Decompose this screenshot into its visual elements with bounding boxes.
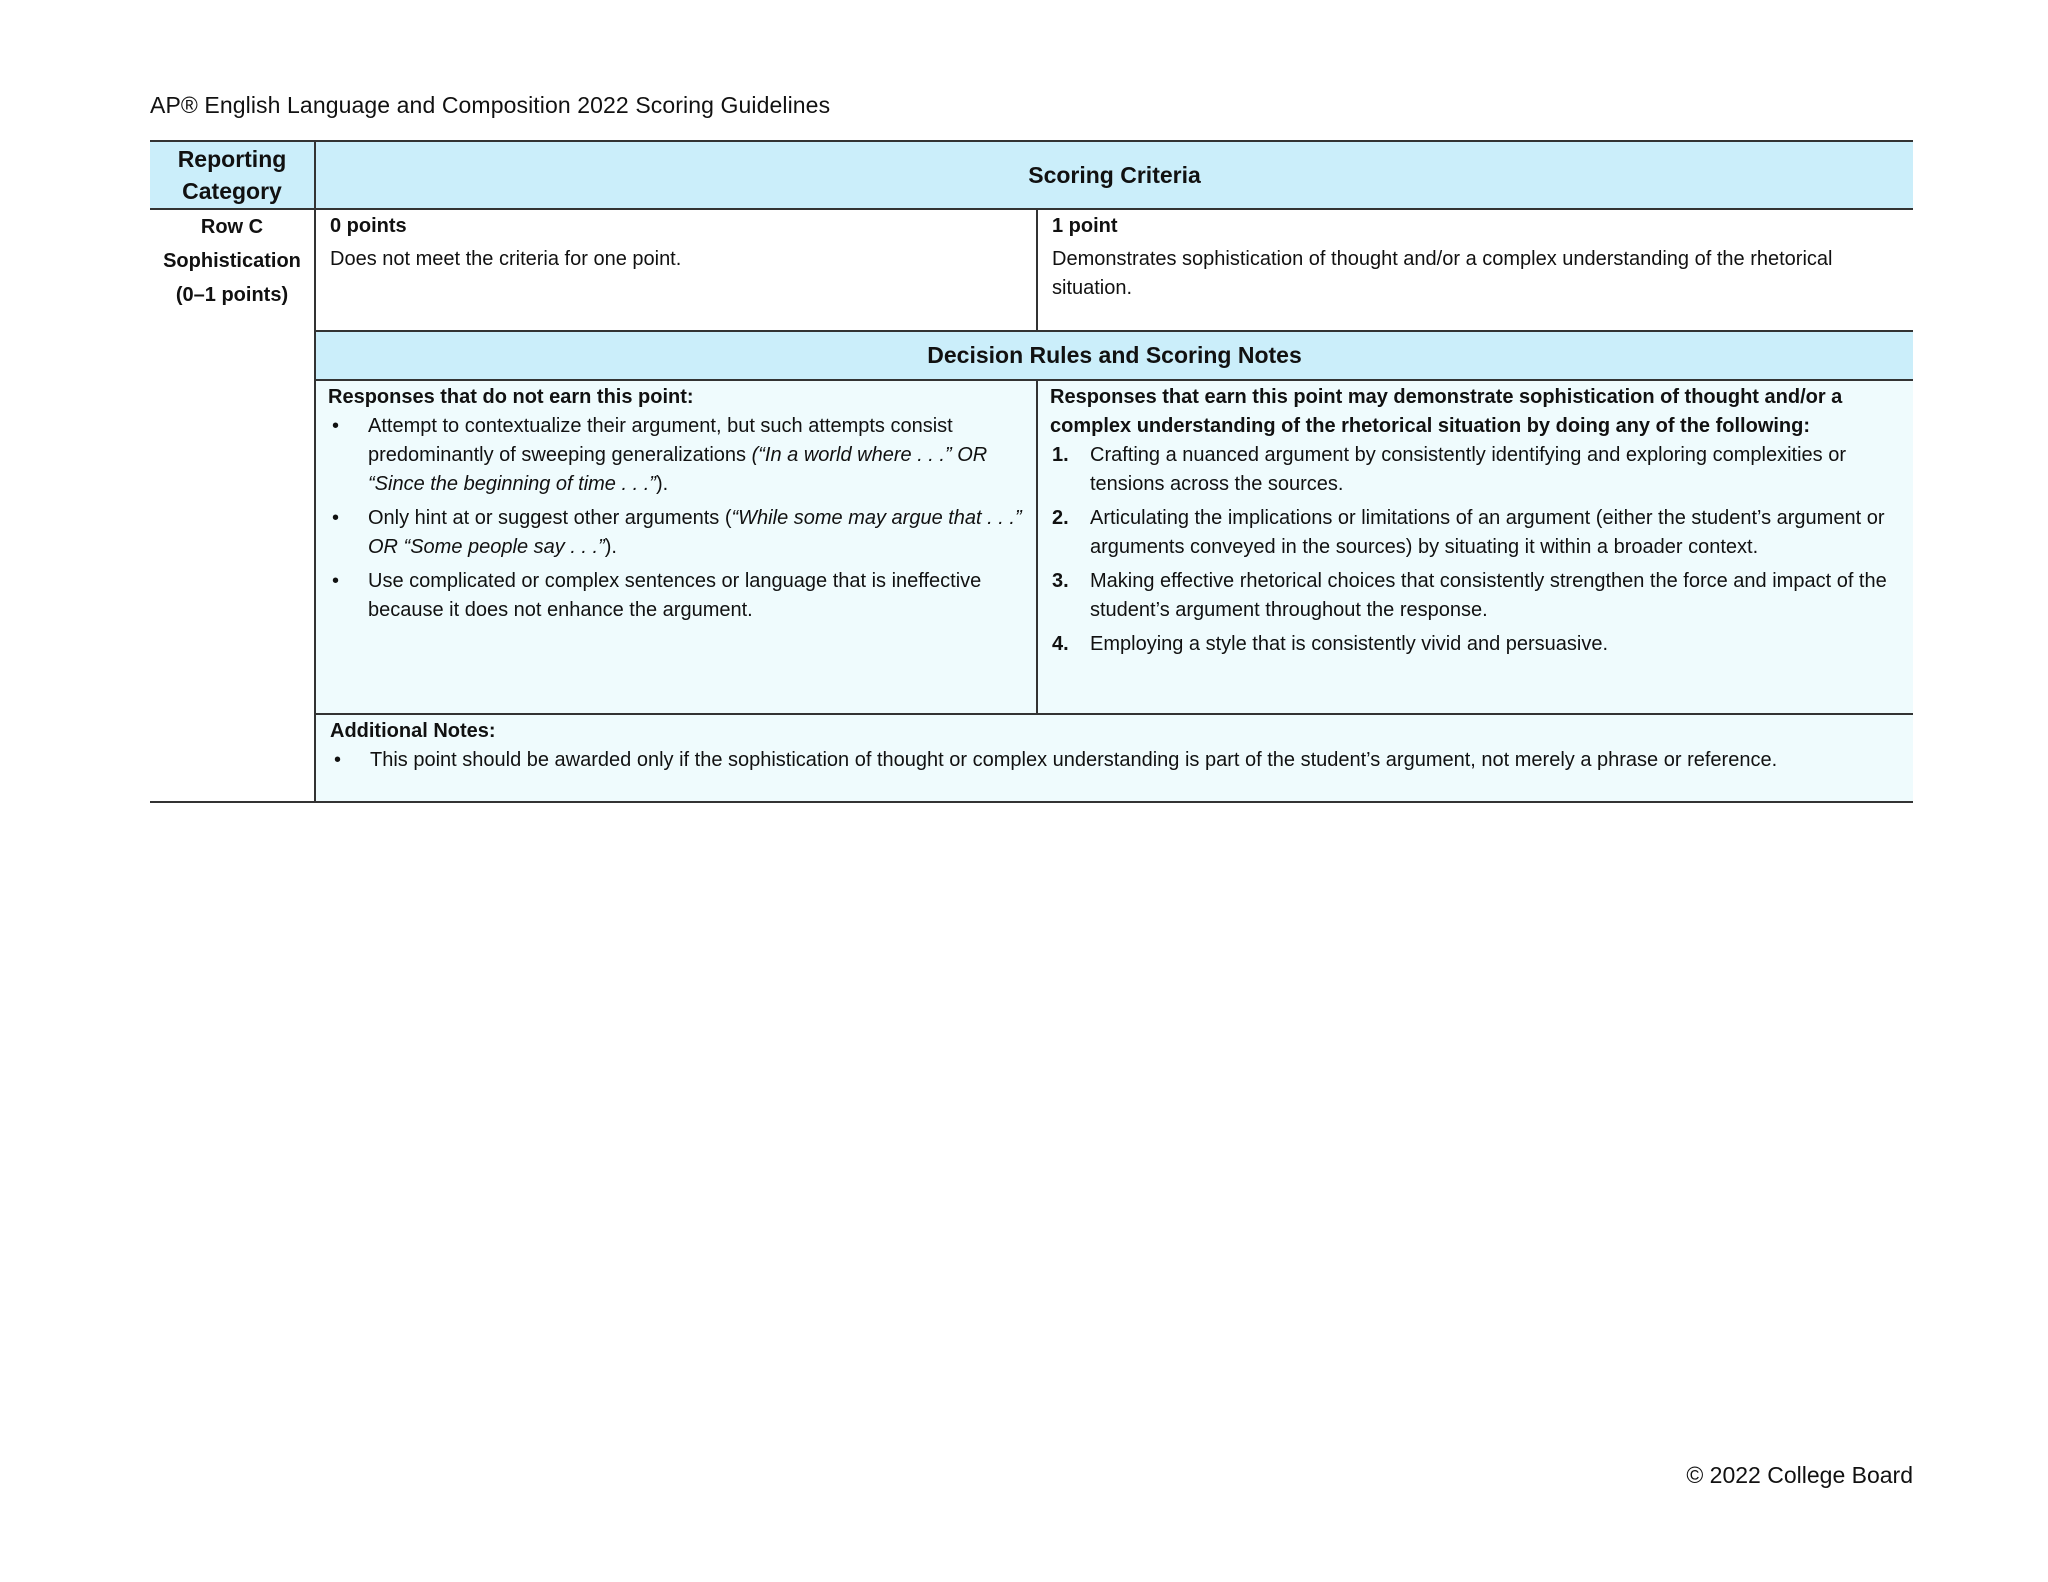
- bullet-icon: •: [332, 507, 340, 529]
- bullet-icon: •: [332, 570, 340, 592]
- list-item-text: ).: [604, 536, 617, 558]
- list-number: 2.: [1052, 507, 1069, 529]
- points-range: (0–1 points): [175, 284, 289, 306]
- reporting-category-cell: [150, 209, 315, 802]
- one-point-heading: 1 point: [1052, 215, 1118, 237]
- list-item: [328, 504, 1022, 562]
- no-point-notes-title: Responses that do not earn this point:: [328, 386, 694, 408]
- row-label: Row C: [200, 216, 264, 238]
- list-number: 1.: [1052, 444, 1069, 466]
- decision-rules-row: [150, 380, 1913, 714]
- list-item-text: Only hint at or suggest other arguments (: [368, 507, 732, 529]
- no-point-bullet-list: [328, 412, 1022, 625]
- earn-point-notes-cell: [1037, 380, 1913, 714]
- additional-notes-cell: [315, 714, 1913, 802]
- reporting-category-header: Reporting Category: [150, 141, 315, 209]
- no-point-notes-cell: [315, 380, 1037, 714]
- table-header-row: [150, 141, 1913, 209]
- list-item-text: This point should be awarded only if the sophistication of thought or complex understanding is part of the student’s argument, not merely a phrase or reference.: [370, 749, 1778, 771]
- list-item: [1050, 504, 1899, 562]
- list-item: [330, 746, 1899, 775]
- list-item: [1050, 630, 1899, 659]
- list-item-text: Use complicated or complex sentences or language that is ineffective because it does not enhance the argument.: [368, 570, 982, 621]
- list-item-text: Crafting a nuanced argument by consistently identifying and exploring complexities or tensions across the sources.: [1090, 444, 1846, 495]
- additional-notes-title: Additional Notes:: [330, 720, 496, 742]
- document-header: AP® English Language and Composition 2022 Scoring Guidelines: [150, 92, 831, 118]
- list-item: [1050, 441, 1899, 499]
- earn-point-numbered-list: [1050, 441, 1899, 659]
- decision-rules-header: Decision Rules and Scoring Notes: [315, 331, 1913, 380]
- list-item: [1050, 567, 1899, 625]
- copyright-footer: © 2022 College Board: [1686, 1462, 1913, 1488]
- zero-points-text: Does not meet the criteria for one point.: [330, 248, 682, 270]
- quoted-example: “While some may argue that . . .” OR “Some people say . . .”: [368, 507, 1022, 558]
- bullet-icon: •: [334, 749, 342, 771]
- earn-point-notes-title: Responses that earn this point may demonstrate sophistication of thought and/or a complex understanding of the rhetorical situation by doing any of the following:: [1050, 386, 1843, 437]
- decision-rules-header-row: [150, 331, 1913, 380]
- list-item-text: Attempt to contextualize their argument, but such attempts consist predominantly of sweeping generalizations: [368, 415, 953, 466]
- scoring-guidelines-table: [150, 140, 1913, 803]
- list-number: 4.: [1052, 633, 1069, 655]
- list-item-text: ).: [655, 473, 669, 495]
- additional-notes-list: [330, 746, 1899, 775]
- scoring-criteria-header: Scoring Criteria: [315, 141, 1913, 209]
- quoted-example: (“In a world where . . .” OR “Since the beginning of time . . .”: [368, 444, 988, 495]
- points-row: [150, 209, 1913, 331]
- list-item: [328, 412, 1022, 499]
- list-item-text: Employing a style that is consistently vivid and persuasive.: [1090, 633, 1609, 655]
- list-item-text: Making effective rhetorical choices that consistently strengthen the force and impact of the student’s argument throughout the response.: [1090, 570, 1887, 621]
- list-item: [328, 567, 1022, 625]
- one-point-cell: [1037, 209, 1913, 331]
- list-item-text: Articulating the implications or limitations of an argument (either the student’s argument or arguments conveyed in the sources) by situating it within a broader context.: [1090, 507, 1885, 558]
- category-name: Sophistication: [163, 250, 301, 272]
- additional-notes-row: [150, 714, 1913, 802]
- zero-points-cell: [315, 209, 1037, 331]
- one-point-text: Demonstrates sophistication of thought and/or a complex understanding of the rhetorical situation.: [1052, 248, 1833, 299]
- list-number: 3.: [1052, 570, 1069, 592]
- bullet-icon: •: [332, 415, 340, 437]
- zero-points-heading: 0 points: [330, 215, 407, 237]
